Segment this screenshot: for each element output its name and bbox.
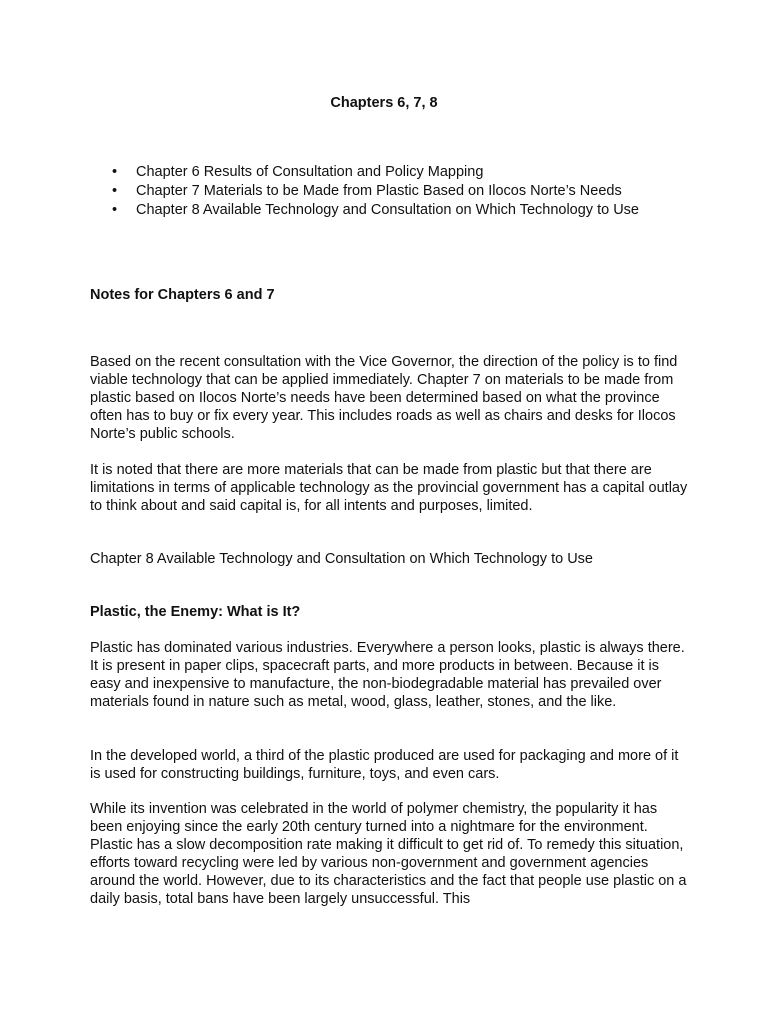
chapter-list: [112, 163, 639, 220]
notes-paragraph-1: Based on the recent consultation with the Vice Governor, the direction of the policy is to find viable technology that can be applied immediately. Chapter 7 on materials to be made from plastic based on Ilocos Norte’s needs have been determined based on what the province often has to buy or fix every year. This includes roads as well as chairs and desks for Ilocos Norte’s public schools.: [90, 354, 678, 442]
list-item-label: Chapter 7 Materials to be Made from Plastic Based on Ilocos Norte’s Needs: [136, 183, 622, 199]
bullet-icon: •: [112, 183, 118, 199]
chapter-8-line: Chapter 8 Available Technology and Consultation on Which Technology to Use: [90, 551, 593, 567]
list-item-chapter-8: [112, 201, 639, 220]
page-title: Chapters 6, 7, 8: [330, 95, 438, 111]
list-item-chapter-6: [112, 163, 639, 182]
plastic-paragraph-3: While its invention was celebrated in the world of polymer chemistry, the popularity it has been enjoying since the early 20th century turned into a nightmare for the environment. Plastic has a slow decomposition rate making it difficult to get rid of. To remedy this situation, efforts toward recycling were led by various non-government and government agencies around the world. However, due to its characteristics and the fact that people use plastic on a daily basis, total bans have been largely unsuccessful. This: [90, 801, 687, 907]
plastic-paragraph-2: In the developed world, a third of the plastic produced are used for packaging and more of it is used for constructing buildings, furniture, toys, and even cars.: [90, 748, 679, 782]
plastic-heading: Plastic, the Enemy: What is It?: [90, 604, 301, 620]
list-item-chapter-7: [112, 182, 639, 201]
bullet-icon: •: [112, 164, 118, 180]
notes-heading: Notes for Chapters 6 and 7: [90, 287, 275, 303]
notes-paragraph-2: It is noted that there are more materials that can be made from plastic but that there are limitations in terms of applicable technology as the provincial government has a capital outlay to think about and said capital is, for all intents and purposes, limited.: [90, 462, 688, 514]
list-item-label: Chapter 6 Results of Consultation and Policy Mapping: [136, 164, 484, 180]
bullet-icon: •: [112, 202, 118, 218]
list-item-label: Chapter 8 Available Technology and Consultation on Which Technology to Use: [136, 202, 639, 218]
plastic-paragraph-1: Plastic has dominated various industries. Everywhere a person looks, plastic is always there. It is present in paper clips, spacecraft parts, and more products in between. Because it is easy and inexpensive to manufacture, the non-biodegradable material has prevailed over materials found in nature such as metal, wood, glass, leather, stones, and the like.: [90, 640, 685, 710]
